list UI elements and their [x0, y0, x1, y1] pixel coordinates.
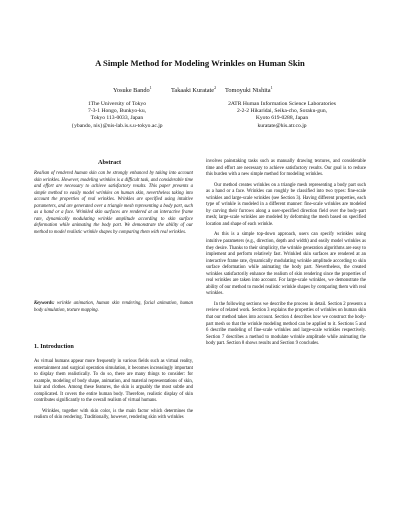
affiliation-right-email: kuratate@his.atr.co.jp: [257, 122, 307, 129]
affiliation-right-line: 2-2-2 Hikaridai, Seika-cho, Soraku-gun,: [236, 108, 328, 115]
affiliation-left-line: 1The University of Tokyo: [87, 101, 147, 107]
right-paragraph-4: In the following sections we describe the process in detail. Section 2 presents a review of related work. Section 3 explains the properties of wrinkles on human skin that our method takes into account. Section 4 describes how we construct the body-part mesh so that the wrinkle modeling method can be applied to it. Sections 5 and 6 describe modeling of fine-scale wrinkles and large-scale wrinkles respectively. Section 7 describes a method to modulate wrinkle amplitude while animating the body part. Section 8 shows results and Section 9 concludes.: [206, 301, 366, 347]
abstract-text: Realism of rendered human skin can be strongly enhanced by taking into account skin wrinkles. However, modeling wrinkles is a difficult task, and considerable time and effort are necessary to achieve satisfactory results. This paper presents a simple method to easily model wrinkles on human skin, nevertheless taking into account the properties of real wrinkles. Wrinkles are specified using intuitive parameters, and are generated over a triangle mesh representing a body part, such as a hand or a face. Wrinkled skin surfaces are rendered at an interactive frame rate, dynamically modulating wrinkle amplitude according to skin surface deformation while animating the body part. We demonstrate the ability of our method to model realistic wrinkle shapes by comparing them with real wrinkles.: [34, 171, 193, 235]
affiliation-right-line: 2ATR Human Information Science Laboratories: [228, 101, 336, 107]
right-paragraph-1: involves painstaking tasks such as manually drawing textures, and considerable time and effort are necessary to achieve satisfactory results. Our goal is to reduce this burden with a new simple method for modeling wrinkles.: [206, 159, 366, 178]
abstract-heading: Abstract: [98, 159, 122, 166]
author-line: [0, 85, 400, 95]
intro-paragraph-2: Wrinkles, together with skin color, is the main factor which determines the realism of skin rendering. Traditionally, however, rendering skin with wrinkles: [34, 408, 193, 421]
affiliation-right-line: Kyoto 619-0288, Japan: [255, 115, 309, 122]
author-2: Takaaki Kuratate$^2$: [171, 85, 217, 95]
affiliation-left: [47, 101, 187, 130]
paper-title: A Simple Method for Modeling Wrinkles on Human Skin: [95, 58, 305, 68]
author-3: Tomoyuki Nishita$^1$: [225, 85, 273, 95]
intro-paragraph-1: As virtual humans appear more frequently in various fields such as virtual reality, entertainment and surgical operation simulation, it becomes increasingly important to display them realistically. To do so, there are many things to consider: for example, modeling of body shape, animation, and material representations of skin, hair and clothes. Among these features, the skin is arguably the most subtle and complicated. It covers the entire human body. Therefore, realistic display of skin contributes significantly to the overall realism of virtual humans.: [34, 359, 193, 404]
right-paragraph-3: As this is a simple top-down approach, users can specify wrinkles using intuitive parameters (e.g., direction, depth and width) and easily model wrinkles as they desire. Thanks to their simplicity, the wrinkle generation algorithms are easy to implement and perform relatively fast. Wrinkled skin surfaces are rendered at an interactive frame rate, dynamically modulating wrinkle amplitude according to skin surface deformation while animating the body part. Nevertheless, the created wrinkles satisfactorily enhance the realism of skin rendering since the properties of real wrinkles are taken into account. For large-scale wrinkles, we demonstrate the ability of our method to model realistic wrinkle shapes by comparing them with real wrinkles.: [206, 232, 367, 297]
keywords-label: Keywords:: [34, 301, 55, 306]
affiliation-right: [202, 101, 362, 130]
affiliation-left-line: Tokyo 113-0033, Japan: [90, 115, 144, 122]
keywords: [34, 301, 193, 314]
right-paragraph-2: Our method creates wrinkles on a triangle mesh representing a body part such as a hand or a face. Wrinkles can roughly be classified into two types: fine-scale wrinkles and large-scale wrinkles (see Section 3). Having different properties, each type of wrinkle is modeled in a different manner: fine-scale wrinkles are modeled by carving their furrows along a user-specified direction field over the body-part mesh; large-scale wrinkles are modeled by deforming the mesh based on specified location and shape of each wrinkle.: [206, 182, 366, 227]
introduction-body: [34, 359, 193, 422]
right-column-body: [206, 159, 366, 348]
introduction-heading: 1. Introduction: [34, 343, 74, 350]
author-1: Yosuke Bando$^1$: [113, 85, 152, 95]
affiliation-left-email: {ybando, nis}@nis-lab.is.s.u-tokyo.ac.jp: [71, 122, 163, 129]
keywords-list: wrinkle animation, human skin rendering, facial animation, human body simulation, texture mapping.: [34, 301, 194, 313]
affiliation-left-line: 7-3-1 Hongo, Bunkyo-ku,: [87, 108, 147, 115]
